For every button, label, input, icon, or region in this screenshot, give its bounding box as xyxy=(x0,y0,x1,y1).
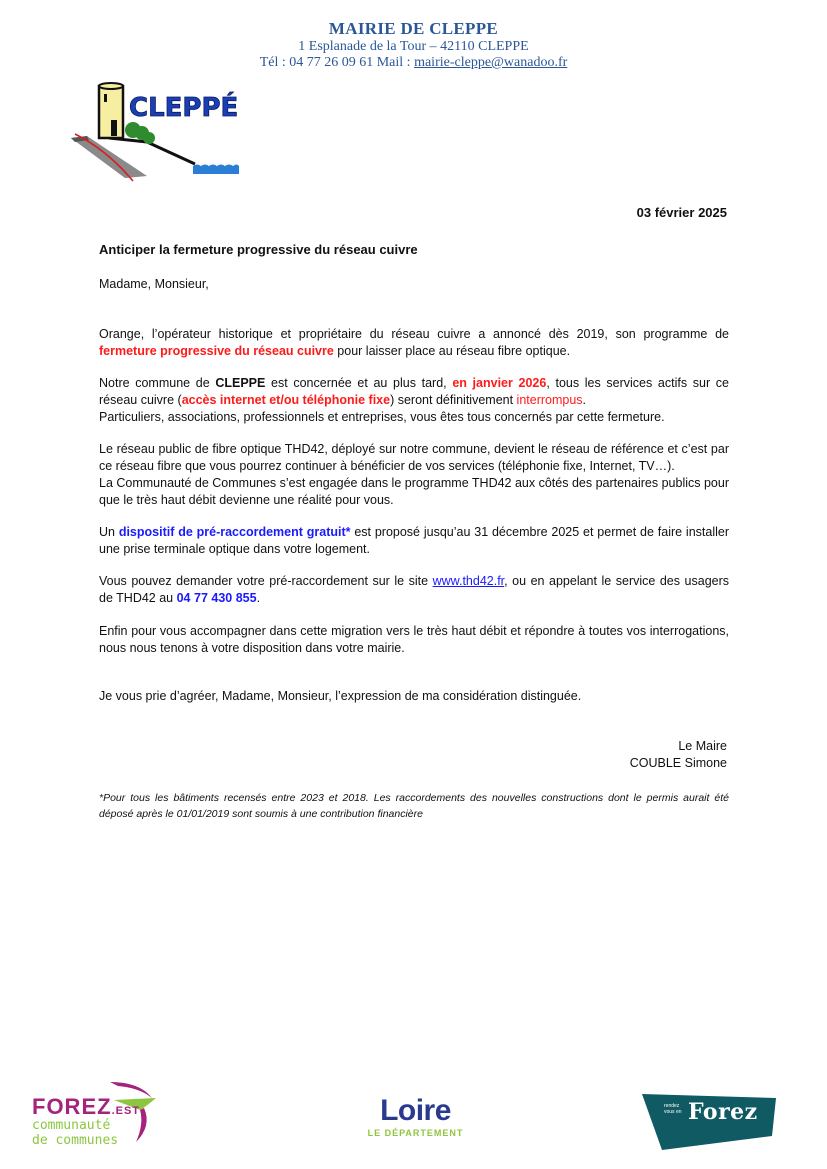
signature-role: Le Maire xyxy=(678,739,727,753)
paragraph-support: Enfin pour vous accompagner dans cette migration vers le très haut débit et répondre à toutes vos interrogations, nous nous tenons à votre disposition dans votre mairie. xyxy=(99,624,729,655)
cleppe-logo xyxy=(67,80,247,190)
paragraph-commune-line2: Particuliers, associations, professionnels et entreprises, vous êtes tous concernés par cette fermeture. xyxy=(99,410,665,424)
letter-greeting: Madame, Monsieur, xyxy=(99,277,209,291)
thd42-website-link[interactable]: www.thd42.fr xyxy=(432,574,505,588)
loire-subtitle: LE DÉPARTEMENT xyxy=(367,1128,464,1138)
thd42-phone: 04 77 430 855 xyxy=(176,591,257,605)
letter-subject: Anticiper la fermeture progressive du réseau cuivre xyxy=(99,242,418,257)
cleppe-tower-logo-icon xyxy=(67,80,247,190)
forez-tourism-logo xyxy=(640,1092,780,1152)
highlight-free-offer: dispositif de pré-raccordement gratuit* xyxy=(118,525,351,539)
letter-date: 03 février 2025 xyxy=(636,205,727,220)
paragraph-commune: Notre commune de CLEPPE est concernée et au plus tard, en janvier 2026, tous les services actifs sur ce réseau cuivre (accès internet et/ou téléphonie fixe) seront définitivement interrompus. Particuliers, associations, professionnels et entreprises, vous êtes tous concernés par cette fermeture. xyxy=(99,376,729,424)
email-link[interactable]: mairie-cleppe@wanadoo.fr xyxy=(414,55,568,70)
footnote: *Pour tous les bâtiments recensés entre 2023 et 2018. Les raccordements des nouvelles constructions dont le permis aurait été déposé après le 01/01/2019 sont soumis à une contribution financière xyxy=(99,792,729,820)
highlight-deadline: en janvier 2026 xyxy=(452,376,547,390)
phone-label: Tél : 04 77 26 09 61 Mail : xyxy=(259,55,415,70)
loire-wordmark: Loire xyxy=(380,1094,451,1127)
paragraph-orange: Orange, l’opérateur historique et propriétaire du réseau cuivre a annoncé dès 2019, son programme de fermeture progressive du réseau cuivre pour laisser place au réseau fibre optique. xyxy=(99,327,729,358)
paragraph-thd42: Le réseau public de fibre optique THD42, déployé sur notre commune, devient le réseau de référence et c’est par ce réseau fibre que vous pourrez continuer à bénéficier de vos services (téléphonie fixe, Internet, TV…). La Communauté de Communes s’est engagée dans le programme THD42 aux côtés des partenaires publics pour que le très haut débit devienne une réalité pour vous. xyxy=(99,442,729,507)
forez-wordmark: Forez xyxy=(688,1099,758,1125)
forez-est-logo: FOREZ.EST communauté de communes xyxy=(30,1078,160,1150)
commune-name: CLEPPE xyxy=(215,376,266,390)
highlight-services: accès internet et/ou téléphonie fixe xyxy=(181,393,391,407)
closing-formula: Je vous prie d’agréer, Madame, Monsieur, l’expression de ma considération distinguée. xyxy=(99,689,582,703)
forez-small-text: rendez vous en xyxy=(664,1103,682,1115)
signature-name: COUBLE Simone xyxy=(629,756,727,770)
mairie-title: MAIRIE DE CLEPPE xyxy=(328,19,499,38)
cleppe-logo-text: CLEPPÉ xyxy=(129,93,239,123)
highlight-closure: fermeture progressive du réseau cuivre xyxy=(99,344,334,358)
paragraph-pre-raccordement: Un dispositif de pré-raccordement gratuit* est proposé jusqu’au 31 décembre 2025 et permet de faire installer une prise terminale optique dans votre logement. xyxy=(99,525,729,556)
highlight-interrupted: interrompus xyxy=(516,393,583,407)
signature xyxy=(630,738,727,772)
mairie-address: 1 Esplanade de la Tour – 42110 CLEPPE xyxy=(298,39,529,54)
paragraph-contact: Vous pouvez demander votre pré-raccordement sur le site www.thd42.fr, ou en appelant le service des usagers de THD42 au 04 77 430 855. xyxy=(99,574,730,605)
mairie-contact xyxy=(0,55,827,71)
loire-departement-logo xyxy=(358,1096,473,1142)
